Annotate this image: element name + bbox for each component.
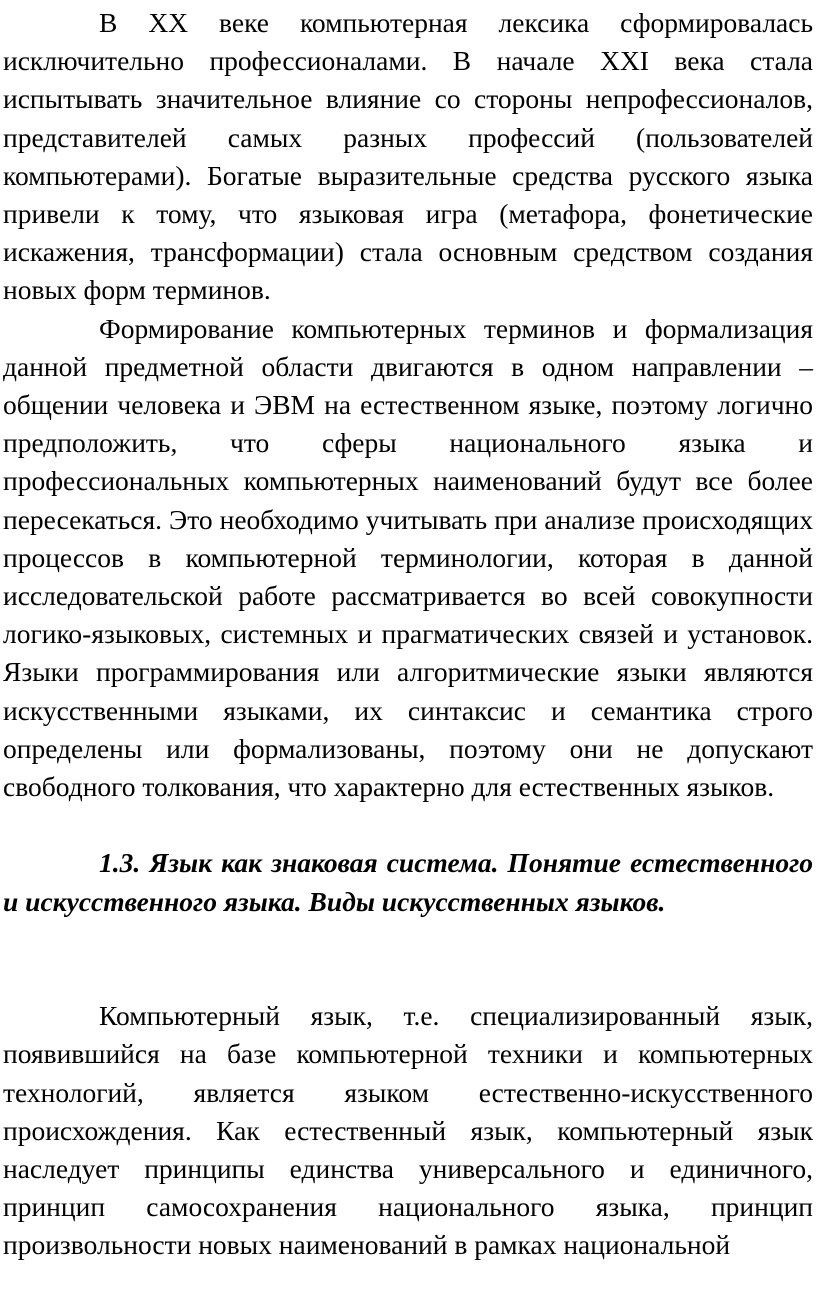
- heading-spacer: [3, 921, 813, 997]
- paragraph-3: Компьютерный язык, т.е. специализированный язык, появившийся на базе компьютерной техники и компьютерных технологий, является языком естественно-искусственного происхождения. Как естественный язык, компьютерный язык наследует принципы единства универсального и единичного, принцип самосохранения национального языка, принцип произвольности новых наименований в рамках национальной: [3, 1000, 813, 1261]
- paragraph-1: В XX веке компьютерная лексика сформировалась исключительно профессионалами. В начале XXI века стала испытывать значительное влияние со стороны непрофессионалов, представителей самых разных профессий (пользователей компьютерами). Богатые выразительные средства русского языка привели к тому, что языковая игра (метафора, фонетические искажения, трансформации) стала основным средством создания новых форм терминов.: [3, 7, 813, 306]
- section-heading: 1.3. Язык как знаковая система. Понятие естественного и искусственного языка. Виды искусственных языков.: [3, 847, 813, 917]
- paragraph-2: Формирование компьютерных терминов и формализация данной предметной области двигаются в одном направлении – общении человека и ЭВМ на естественном языке, поэтому логично предположить, что сферы национального языка и профессиональных компьютерных наименований будут все более пересекаться. Это необходимо учитывать при анализе происходящих процессов в компьютерной терминологии, которая в данной исследовательской работе рассматривается во всей совокупности логико-языковых, системных и прагматических связей и установок. Языки программирования или алгоритмические языки являются искусственными языками, их синтаксис и семантика строго определены или формализованы, поэтому они не допускают свободного толкования, что характерно для естественных языков.: [3, 312, 813, 803]
